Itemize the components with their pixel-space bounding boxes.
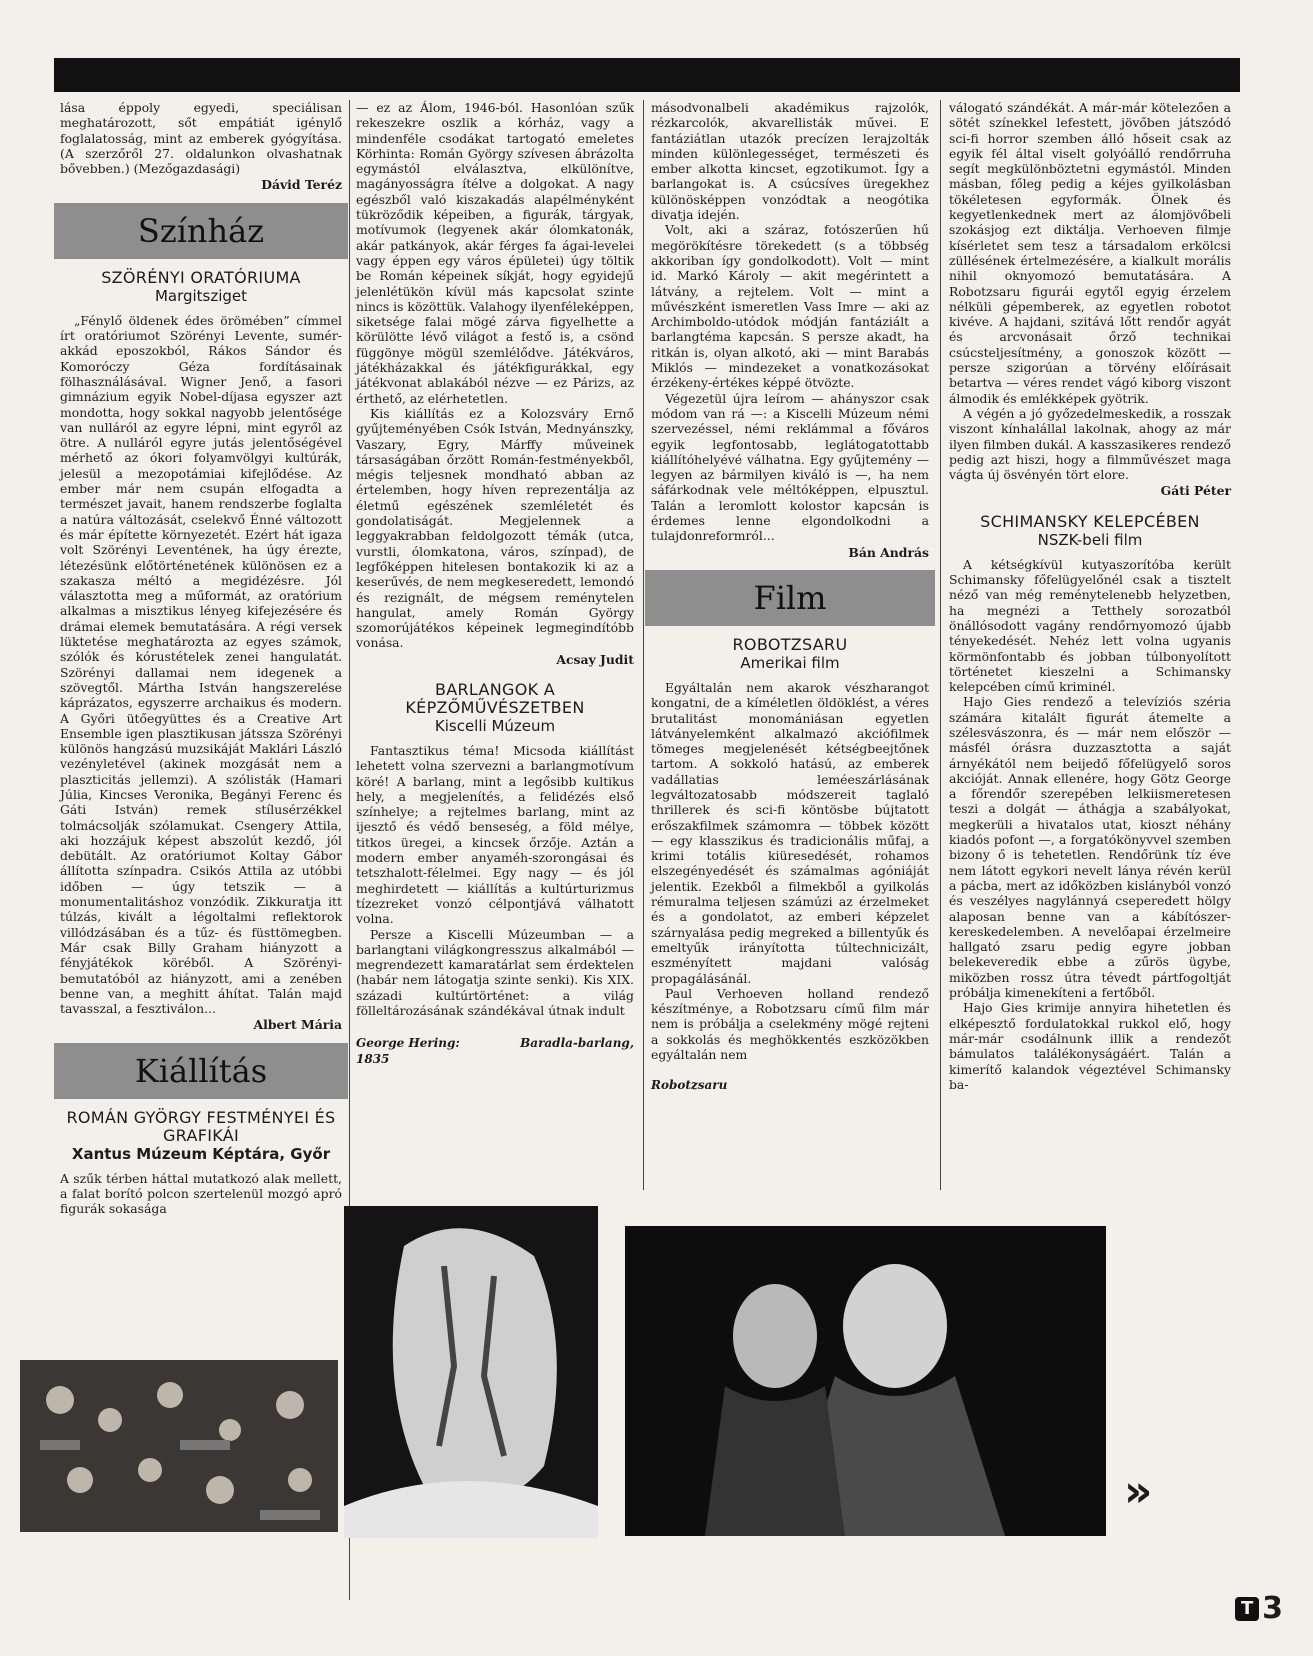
article-text: Kis kiállítás ez a Kolozsváry Ernő gyűjteményében Csók István, Mednyánszky, Vaszary, Egry, Márffy műveinek társaságában őrzött Román-festményekből, mégis teljesnek mondható abban az értelemben, hogy híven reprezentálja az életmű egészének szemléletét és gondolatiságát. Megjelennek a leggyakrabban feldolgozott témák (utca, vurstli, ólomkatona, város, színpad), de legfőképpen hitelesen bontakozik ki az a keserűvés, de nem megkeseredett, lemondó és rezignált, de mégsem reménytelen hangulat, amely Román György szomorújátékos képeinek legmegindítóbb vonása. bbox=[356, 405, 634, 651]
article-text: válogató szándékát. A már-már kötelezően a sötét színekkel lefestett, jövőben játszódó sci-fi horror szemben álló hőseit csak az egyik fél által viselt golyóálló rendőrruha segít megkülönböztetni egymástól. Minden másban, főleg pedig a kéjes gyilkolásban tökéletesen egyformák. Ölnek és kegyetlenkednek mert az álomjövőbeli szokásjog ezt diktálja. Verhoeven filmje kísérletet sem tesz a társadalom erkölcsi züllésének értelmezésére, a kialkult morális nihil oknyomozó bemutatására. A Robotzsaru figurái egytől egyig érzelem nélküli gépemberek, az egyetlen robotot kivéve. A hajdani, szitává lőtt rendőr agyát és arcvonásait őrző technikai csúcsteljesítmény, a gonoszok között — persze szigorúan a törvény előírásait betartva — véres rendet vágó kiborg viszont álmodik és emlékképek gyötrik. bbox=[949, 100, 1231, 406]
cave-engraving-photo bbox=[344, 1206, 598, 1538]
caption-year: 1835 bbox=[356, 1051, 390, 1066]
caption-artist: George Hering: bbox=[356, 1036, 460, 1051]
image-caption: Robotzsaru bbox=[651, 1078, 728, 1093]
column-1 bbox=[60, 100, 342, 1217]
painting-figures bbox=[20, 1360, 338, 1532]
article-text: A kétségkívül kutyaszorítóba került Schimansky főfelügyelőnél csak a tisztelt néző van még reménytelenebb helyzetben, ha megnézi a Tetthely sorozatból önállósodott vagány rendőrnyomozó újabb tényekedését. Nehéz lett volna ugyanis körmönfontabb és jobban túlbonyolított történetet kieszelni a Schimansky kelepcében című kriminél. bbox=[949, 556, 1231, 695]
article-text: Persze a Kiscelli Múzeumban — a barlangtani világkongresszus alkalmából — megrendezett kamaratárlat sem érdektelen (habár nem látogatja szinte senki). Kis XIX. századi kultúrtörténet: a világ fölleltározásának szándékával útnak indult bbox=[356, 926, 634, 1019]
article-title: BARLANGOK A KÉPZŐMŰVÉSZETBEN bbox=[405, 679, 585, 717]
article-subtitle: NSZK-beli film bbox=[1037, 530, 1143, 549]
article-text: Hajo Gies rendező a televíziós széria számára kitalált figurát átemelte a szélesvászonra, és — már nem először — másfél órásra duzzasztotta a saját árnyékától nem beijedő főfelügyelő soros akcióját. Annak ellenére, hogy Götz George a főrendőr szerepében lelkiismeretesen teszi a dolgát — áthágja a szabályokat, megkerüli a hivatalos utat, kioszt néhány kiadós pofont —, a forgatókönyvvel szemben bizony ő is tehetetlen. Rendőrünk tíz éve nem látott egykori nevelt lánya révén kerül a pácba, mert az időközben kislányból vonzó és veszélyes nagylánnyá cseperedett hölgy alaposan benne van a kábítószer-kereskedelemben. A nevelőapai érzelmeire hallgató zsaru pedig egyre jobban belekeveredik ebbe a zűrös ügybe, miközben rossz útra tévedt pártfogoltját próbálja kimenekíteni a fertőből. bbox=[949, 694, 1231, 1001]
image-caption bbox=[356, 1036, 634, 1051]
author: Bán András bbox=[848, 544, 929, 560]
article-subtitle: Margitsziget bbox=[154, 286, 248, 305]
column-rule bbox=[643, 100, 644, 1190]
article-text: Volt, aki a száraz, fotószerűen hű megörökítésre törekedett (s a többség akkoriban így gondolkodott). Volt — mint id. Markó Károly — akit megérintett a látvány, a rejtelem. Volt — mint a művészként ismeretlen Vass Imre — aki az Archimboldo-utódok módján fantáziált a barlangtéma kapcsán. S persze akadt, ha ritkán is, olyan alkotó, aki — mint Barabás Miklós — mindezeket a vonatkozásokat érzékeny-értékes képpé ötvözte. bbox=[651, 222, 929, 391]
painting-photo bbox=[20, 1360, 338, 1532]
article-text: Végezetül újra leírom — ahányszor csak módom van rá —: a Kiscelli Múzeum némi szervezéssel, némi reklámmal a főváros egyik legfontosabb, leglátogatottabb kiállítóhelyévé válhatna. Egy gyűjtemény — legyen az bármilyen kiváló is —, ha nem sáfárkodnak vele méltóképpen, elpusztul. Talán a leromlott kolostor kapcsán is érdemes lenne elgondolkodni a tulajdonreformról... bbox=[651, 390, 929, 544]
section-heading-szinhaz: Színház bbox=[54, 203, 348, 259]
page-number-text: 3 bbox=[1262, 1591, 1283, 1626]
article-text: „Fénylő öldenek édes örömében” címmel írt oratóriumot Szörényi Levente, sumér-akkád eposzokból, Rákos Sándor és Komoróczy Géza fordításainak fölhasználásával. Wigner Jenő, a fasori gimnázium egyik Nobel-díjasa egyszer azt mondotta, hogy sokkal nagyobb jelentősége van nulláról az egyre lépni, mint egyről az ötre. A nulláról egyre jutás jelentőségével mérhető az ókori folyamvölgyi kultúrák, jelesül a mezopotámiai kifejlődése. Az ember már nem csupán elfogadta a természet javait, hanem rendszerbe foglalta a natúra változását, cselekvő Énné változott és már építette környezetét. Ezért hát igaza volt Szörényi Leventének, ha úgy érezte, létezésünk előtörténetének különösen ez a szakasza méltó a megidézésre. Jól választotta meg a műformát, az oratórium alkalmas a misztikus lényeg kifejezésére és drámai elemek bemutatására. A régi versek lüktetése meghatározta az egyes számok, szólók és kórustételek zenei hangulatát. Szörényi dallamai nem idegenek a szövegtől. Mártha István hangszerelése káprázatos, egyszerre archaikus és modern. A Győri ütőegyüttes és a Creative Art Ensemble igen plasztikusan játssza Szörényi különös hangzású muzsikáját Maklári László vezényletével (akinek mozgását nem a plaszticitás jellemzi). A szólisták (Hamari Júlia, Kincses Veronika, Begányi Ferenc és Gáti István) remek stílusérzékkel tolmácsolják szólamukat. Csengery Attila, aki hozzájuk képest abszolút kezdő, jól debütált. Az oratóriumot Koltay Gábor állította színpadra. Csikós Attila az utóbbi időben — úgy tetszik — a monumentalitáshoz vonzódik. Zikkuratja itt túlzás, kivált a légoltalmi reflektorok villódzásában és a tűz- és füsttömegben. Már csak Billy Graham hiányzott a fényjátékok köréből. A Szörényi-bemutatóból az hiányzott, ami a zenében benne van, a meghitt áhítat. Talán majd tavasszal, a fesztiválon... bbox=[60, 312, 342, 1017]
article-title: ROMÁN GYÖRGY FESTMÉNYEI ÉS GRAFIKÁI bbox=[66, 1107, 336, 1145]
section-heading-kiallitas: Kiállítás bbox=[54, 1043, 348, 1099]
section-heading-film: Film bbox=[645, 570, 935, 626]
article-title: SCHIMANSKY KELEPCÉBEN bbox=[980, 511, 1200, 531]
magazine-page bbox=[54, 58, 1240, 1638]
header-bar bbox=[54, 58, 1240, 92]
column-3 bbox=[651, 100, 929, 1094]
film-still bbox=[625, 1226, 1106, 1536]
article-title: ROBOTZSARU bbox=[732, 634, 848, 654]
article-text: másodvonalbeli akadémikus rajzolók, rézkarcolók, akvarellisták művei. E fantáziátlan utazók precízen lerajzolták minden különlegességet, természeti és ember alkotta kincset, egzotikumot. Így a barlangokat is. A csúcsíves üregekhez különösképpen vonzódtak a neogótika divatja idején. bbox=[651, 100, 929, 223]
author: Dávid Teréz bbox=[261, 177, 342, 193]
column-2 bbox=[356, 100, 634, 1067]
article-text: Egyáltalán nem akarok vészharangot kongatni, de a kíméletlen öldöklést, a véres brutalitást monomániásan egyetlen látványelemként alkalmazó akciófilmek tömeges megjelenését kétségbeejtőnek tartom. A sokkoló hatású, az emberek vadállatias leméeszárlásának legváltozatosabb módszereit taglaló thrillerek és sci-fi köntösbe bújtatott erőszakfilmek számomra — többek között — egy klasszikus és tradicionális műfaj, a krimi totális kiüresedését, rohamos elszegényedését és számalmas agóniáját jelentik. Ezekből a filmekből a gyilkolás rémuralma teljesen számúzi az érzelmeket és a gondolatot, az emberi képzelet szárnyalása pedig megreked a billentyűk és emeltyűk irányította túltechnicizált, eszményített majdani valóság propagálásánál. bbox=[651, 679, 929, 986]
article-text: Hajo Gies krimije annyira hihetetlen és elképesztő fordulatokkal rukkol elő, hogy már-már csodálnunk illik a rendezőt bámulatos találékonyságáért. Talán a kimerítő kalandok végeztével Schimansky ba- bbox=[949, 1000, 1231, 1092]
caption-title: Baradla-barlang, bbox=[520, 1036, 634, 1051]
article-text: Paul Verhoeven holland rendező készítménye, a Robotzsaru című film már nem is próbálja a cselekmény mögé rejteni a sokkolás és meghökkentés eszközökben egyáltalán nem bbox=[651, 985, 929, 1063]
article-subtitle: Amerikai film bbox=[740, 653, 840, 672]
continue-arrow-icon: » bbox=[1124, 1466, 1153, 1517]
article-text: A végén a jó győzedelmeskedik, a rosszak viszont kínhalállal lakolnak, ahogy az már ilyen filmben dukál. A kasszasikeres rendező pedig azt hiszi, hogy a filmművészet maga vágta új ösvényén tört elore. bbox=[949, 405, 1231, 483]
cave-illustration bbox=[344, 1206, 598, 1538]
robotzsaru-still-photo bbox=[625, 1226, 1106, 1536]
column-rule bbox=[940, 100, 941, 1190]
author: Acsay Judit bbox=[556, 651, 634, 667]
author: Albert Mária bbox=[253, 1017, 342, 1033]
intro-text: lása éppoly egyedi, speciálisan meghatározott, sőt empátiát igénylő foglalatosság, mint az emberek gyógyítása. (A szerzőről 27. oldalunkon olvashatnak bővebben.) (Mezőgazdasági) bbox=[60, 100, 342, 177]
article-text: A szűk térben háttal mutatkozó alak mellett, a falat borító polcon szertelenül mozgó apró figurák sokasága bbox=[60, 1170, 342, 1217]
article-text: — ez az Álom, 1946-ból. Hasonlóan szűk rekeszekre oszlik a kórház, vagy a mindenféle csodákat tartogató emeletes Körhinta: Román György szívesen ábrázolta egymástól elválasztva, elkülönítve, magányosságra ítélve a dolgokat. A nagy egészből való kiszakadás alapélményként tükröződik képeiben, a figurák, tárgyak, motívumok (legyenek akár ólomkatonák, akár patkányok, akár férges fa ágai-levelei vagy éppen egy város épületei) úgy töltik be Román képeinek síkját, hogy egyidejű jelenlétükön kívül más kapcsolat szinte nincs is közöttük. Valahogy ilyenféleképpen, siketsége falai mögé zárva figyelhette a körülötte lévő világot a festő is, a csönd függönye mögül szemlélődve. Játékváros, játékházakkal és játékfigurákkal, egy játékvonat ablakából nézve — ez Párizs, az érthető, az elérhetetlen. bbox=[356, 100, 634, 406]
article-text: Fantasztikus téma! Micsoda kiállítást lehetett volna szervezni a barlangmotívum köré! A barlang, mint a legősibb kultikus hely, a megjelenítés, a felidézés első színhelye; a rejtelmes barlang, mint az ijesztő és védő benseség, a föld mélye, titkos üregei, a kincsek őrzője. Aztán a modern ember anyaméh-szorongásai és tetszhalott-félelmei. Egy nagy — és jól meghirdetett — kiállítás a kultúrturizmus tízezreket vonzó célpontjává válhatott volna. bbox=[356, 742, 634, 927]
magazine-logo-icon: T bbox=[1235, 1597, 1259, 1621]
column-4 bbox=[949, 100, 1231, 1092]
article-title: SZÖRÉNYI ORATÓRIUMA bbox=[101, 267, 301, 287]
author: Gáti Péter bbox=[1160, 483, 1231, 499]
page-number bbox=[1235, 1591, 1283, 1626]
article-subtitle: Xantus Múzeum Képtára, Győr bbox=[71, 1144, 331, 1163]
article-subtitle: Kiscelli Múzeum bbox=[434, 716, 556, 735]
